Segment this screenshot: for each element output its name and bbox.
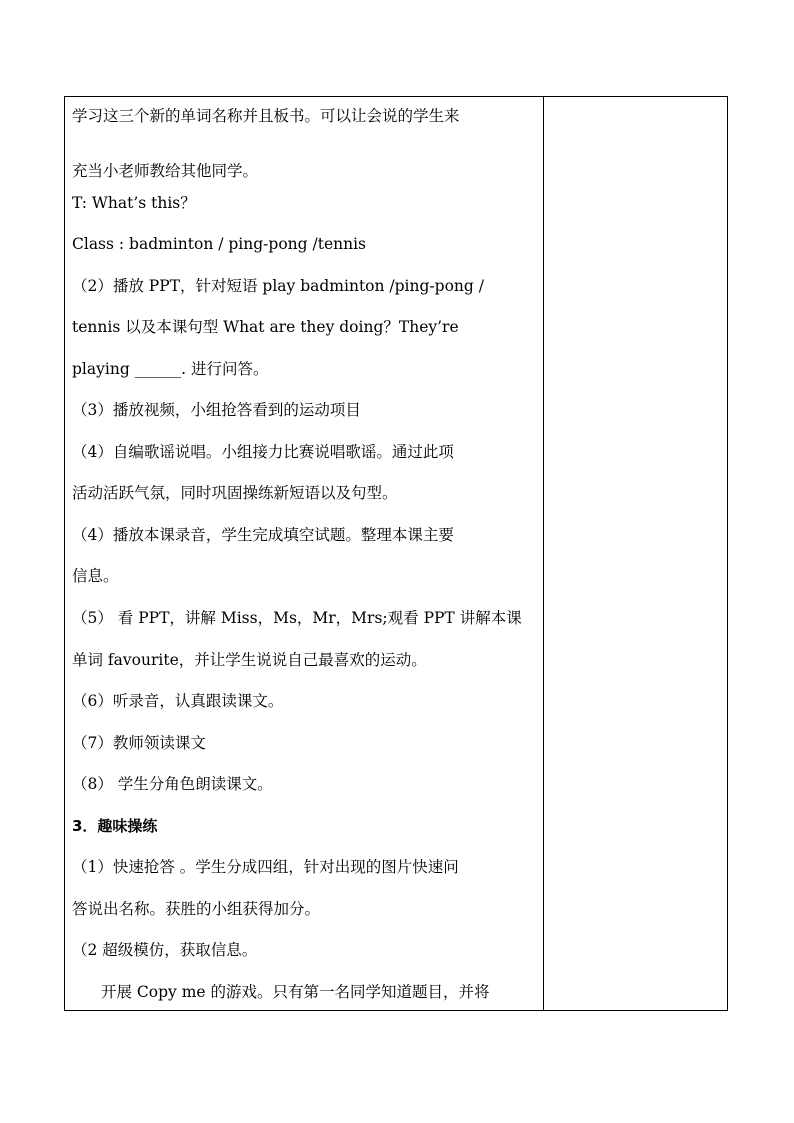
text-line: （5） 看 PPT，讲解 Miss，Ms，Mr，Mrs;观看 PPT 讲解本课	[72, 609, 522, 627]
text-line: （8） 学生分角色朗读课文。	[72, 775, 273, 793]
procedure-cell	[65, 97, 544, 1010]
text-line: （1）快速抢答 。学生分成四组，针对出现的图片快速问	[72, 858, 459, 876]
text-line: 活动活跃气氛，同时巩固操练新短语以及句型。	[72, 484, 398, 502]
text-line: （6）听录音，认真跟读课文。	[72, 692, 284, 710]
text-line: 单词 favourite，并让学生说说自己最喜欢的运动。	[72, 651, 427, 669]
text-line: （2）播放 PPT，针对短语 play badminton /ping-pong /	[72, 277, 484, 295]
text-line: 开展 Copy me 的游戏。只有第一名同学知道题目，并将	[101, 983, 490, 1001]
text-line: playing ______. 进行问答。	[72, 360, 269, 378]
text-line: （4）播放本课录音，学生完成填空试题。整理本课主要	[72, 526, 454, 544]
text-line: 充当小老师教给其他同学。	[72, 162, 259, 180]
text-line: （4）自编歌谣说唱。小组接力比赛说唱歌谣。通过此项	[72, 443, 454, 461]
text-line: T: What’s this？	[72, 194, 196, 212]
text-line: tennis 以及本课句型 What are they doing？They’re	[72, 318, 459, 336]
section-heading: 3．趣味操练	[72, 817, 158, 835]
text-line: 答说出名称。获胜的小组获得加分。	[72, 900, 321, 918]
text-line: 学习这三个新的单词名称并且板书。可以让会说的学生来	[72, 107, 460, 125]
text-line: 信息。	[72, 567, 119, 585]
text-line: （3）播放视频，小组抢答看到的运动项目	[72, 401, 361, 419]
text-line: Class : badminton / ping-pong /tennis	[72, 235, 366, 253]
text-line: （2 超级模仿，获取信息。	[72, 941, 258, 959]
notes-cell	[544, 97, 727, 1010]
text-line: （7）教师领读课文	[72, 734, 206, 752]
lesson-plan-table	[64, 96, 728, 1011]
